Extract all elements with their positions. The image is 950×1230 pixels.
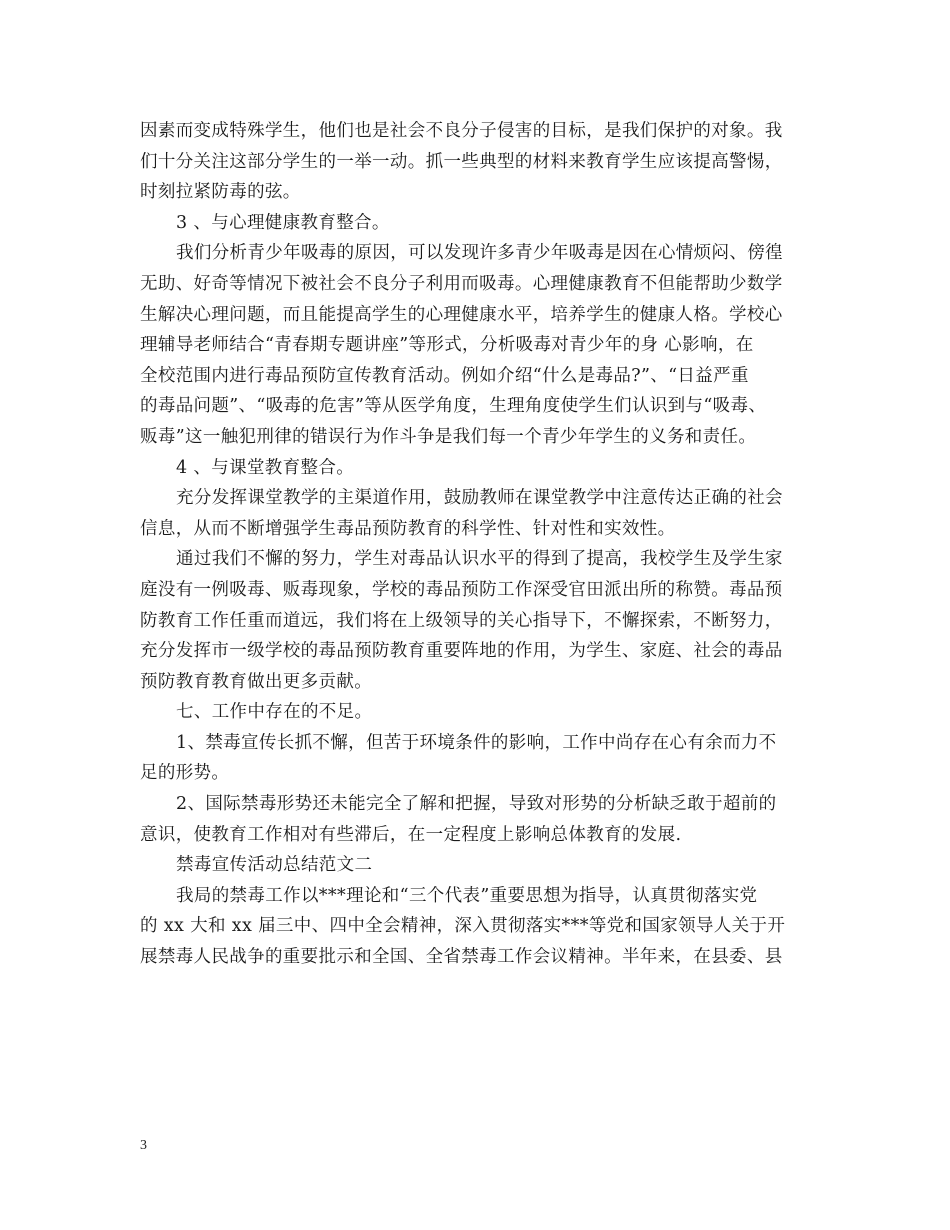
text-line: 的毒品问题”、“吸毒的危害”等从医学角度，生理角度使学生们认识到与“吸毒、	[140, 396, 767, 417]
text-line: 充分发挥课堂教学的主渠道作用，鼓励教师在课堂教学中注意传达正确的社会	[176, 488, 783, 509]
text-line: 理辅导老师结合“青春期专题讲座”等形式，分析吸毒对青少年的身 心影响，在	[140, 335, 754, 356]
text-line: 1、禁毒宣传长抓不懈，但苦于环境条件的影响，工作中尚存在心有余而力不	[176, 732, 777, 753]
page-number: 3	[140, 1138, 147, 1153]
text-line: 贩毒”这一触犯刑律的错误行为作斗争是我们每一个青少年学生的义务和责任。	[140, 426, 757, 447]
text-line: 足的形势。	[140, 763, 230, 784]
text-line: 禁毒宣传活动总结范文二	[176, 855, 373, 876]
text-line: 生解决心理问题，而且能提高学生的心理健康水平，培养学生的健康人格。学校心	[140, 304, 783, 325]
text-line: 的 xx 大和 xx 届三中、四中全会精神，深入贯彻落实***等党和国家领导人关于开	[140, 916, 786, 937]
text-line: 防教育工作任重而道远，我们将在上级领导的关心指导下，不懈探索，不断努力，	[140, 610, 783, 631]
text-line: 充分发挥市一级学校的毒品预防教育重要阵地的作用，为学生、家庭、社会的毒品	[140, 641, 783, 662]
text-line: 预防教育教育做出更多贡献。	[140, 671, 373, 692]
text-line: 时刻拉紧防毒的弦。	[140, 182, 301, 203]
text-line: 无助、好奇等情况下被社会不良分子利用而吸毒。心理健康教育不但能帮助少数学	[140, 273, 783, 294]
text-line: 信息，从而不断增强学生毒品预防教育的科学性、针对性和实效性。	[140, 518, 676, 539]
text-line: 通过我们不懈的努力，学生对毒品认识水平的得到了提高，我校学生及学生家	[176, 549, 783, 570]
text-line: 2、国际禁毒形势还未能完全了解和把握，导致对形势的分析缺乏敢于超前的	[176, 794, 777, 815]
text-line: 因素而变成特殊学生，他们也是社会不良分子侵害的目标，是我们保护的对象。我	[140, 121, 783, 141]
text-line: 我局的禁毒工作以***理论和“三个代表”重要思想为指导，认真贯彻落实党	[176, 885, 758, 906]
text-line: 3 、与心理健康教育整合。	[176, 212, 390, 233]
document-body	[140, 116, 812, 973]
text-line: 展禁毒人民战争的重要批示和全国、全省禁毒工作会议精神。半年来，在县委、县	[140, 947, 783, 968]
text-line: 意识，使教育工作相对有些滞后，在一定程度上影响总体教育的发展.	[140, 824, 682, 845]
text-line: 们十分关注这部分学生的一举一动。抓一些典型的材料来教育学生应该提高警惕，	[140, 151, 783, 172]
text-line: 七、工作中存在的不足。	[176, 702, 373, 723]
text-line: 我们分析青少年吸毒的原因，可以发现许多青少年吸毒是因在心情烦闷、傍徨	[176, 243, 783, 264]
text-line: 4 、与课堂教育整合。	[176, 457, 355, 478]
text-line: 庭没有一例吸毒、贩毒现象，学校的毒品预防工作深受官田派出所的称赞。毒品预	[140, 579, 783, 600]
text-line: 全校范围内进行毒品预防宣传教育活动。例如介绍“什么是毒品?”、“日益严重	[140, 365, 749, 386]
